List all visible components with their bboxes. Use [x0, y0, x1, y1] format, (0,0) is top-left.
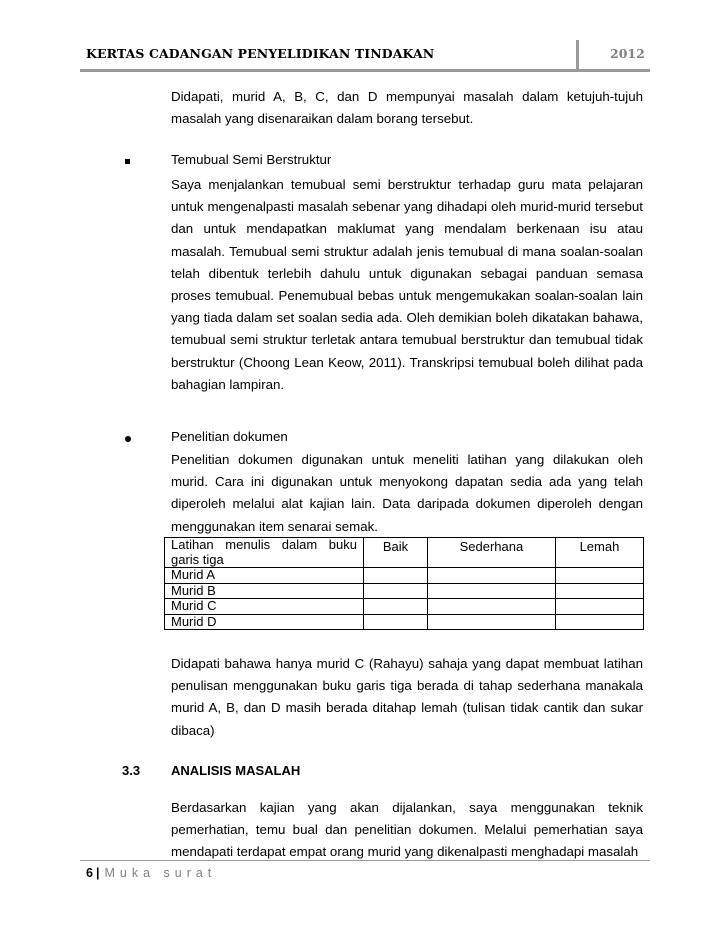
table-header-row	[165, 538, 644, 568]
running-header-title: KERTAS CADANGAN PENYELIDIKAN TINDAKAN	[86, 46, 435, 61]
running-header-year: 2012	[610, 46, 645, 61]
table-cell	[427, 614, 555, 630]
table-row	[165, 614, 644, 630]
table-cell	[364, 568, 428, 584]
table-header-cell: Baik	[364, 538, 428, 568]
table-cell-student: Murid C	[165, 599, 364, 615]
table-row	[165, 568, 644, 584]
page-footer	[86, 866, 216, 880]
table-header-cell: Sederhana	[427, 538, 555, 568]
footer-separator: |	[95, 866, 100, 880]
table-cell	[427, 568, 555, 584]
table-cell-student: Murid B	[165, 583, 364, 599]
table-cell	[555, 568, 643, 584]
page-number: 6	[86, 866, 93, 880]
checklist-table	[164, 537, 644, 630]
intro-paragraph: Didapati, murid A, B, C, dan D mempunyai masalah dalam ketujuh-tujuh masalah yang disenaraikan dalam borang tersebut.	[171, 89, 643, 127]
table-cell	[427, 599, 555, 615]
penelitian-body: Penelitian dokumen digunakan untuk meneliti latihan yang dilakukan oleh murid. Cara ini digunakan untuk menyokong dapatan sedia ada yang telah diperoleh melalui alat kajian lain. Data daripada dokumen diperoleh dengan menggunakan item senarai semak.	[171, 452, 643, 534]
table-cell	[555, 614, 643, 630]
table-cell	[427, 583, 555, 599]
table-header-cell: Latihan menulis dalam buku garis tiga	[165, 538, 364, 568]
temubual-body: Saya menjalankan temubual semi berstruktur terhadap guru mata pelajaran untuk mengenalpasti masalah sebenar yang dihadapi oleh murid-murid tersebut dan untuk mendapatkan maklumat yang mendalam berkenaan isu atau masalah. Temubual semi struktur adalah jenis temubual di mana soalan-soalan telah dibentuk terlebih dahulu untuk digunakan sebagai panduan semasa proses temubual. Penemubual bebas untuk mengemukakan soalan-soalan lain yang tiada dalam set soalan sedia ada. Oleh demikian boleh dikatakan bahawa, temubual semi struktur terletak antara temubual berstruktur dan temubual tidak berstruktur (Choong Lean Keow, 2011). Transkripsi temubual boleh dilihat pada bahagian lampiran.	[171, 177, 643, 392]
section-body: Berdasarkan kajian yang akan dijalankan, saya menggunakan teknik pemerhatian, temu bual dan penelitian dokumen. Melalui pemerhatian saya mendapati terdapat empat orang murid yang dikenalpasti menghadapi masalah	[171, 800, 643, 860]
header-divider	[576, 40, 579, 71]
round-bullet-icon	[125, 436, 131, 442]
temubual-title: Temubual Semi Berstruktur	[171, 152, 332, 167]
table-cell	[364, 614, 428, 630]
table-cell-student: Murid A	[165, 568, 364, 584]
table-header-cell: Lemah	[555, 538, 643, 568]
footer-rule	[80, 860, 650, 861]
finding-paragraph: Didapati bahawa hanya murid C (Rahayu) sahaja yang dapat membuat latihan penulisan menggunakan buku garis tiga berada di tahap sederhana manakala murid A, B, dan D masih berada ditahap lemah (tulisan tidak cantik dan sukar dibaca)	[171, 656, 643, 738]
header-rule	[80, 69, 650, 72]
section-title: ANALISIS MASALAH	[171, 763, 301, 778]
table-cell	[364, 583, 428, 599]
table-cell-student: Murid D	[165, 614, 364, 630]
table-cell	[555, 583, 643, 599]
table-row	[165, 599, 644, 615]
footer-label: Muka surat	[104, 866, 217, 880]
table-cell	[364, 599, 428, 615]
section-number: 3.3	[122, 763, 141, 778]
square-bullet-icon	[125, 159, 130, 164]
table-cell	[555, 599, 643, 615]
penelitian-title: Penelitian dokumen	[171, 429, 288, 444]
table-row	[165, 583, 644, 599]
